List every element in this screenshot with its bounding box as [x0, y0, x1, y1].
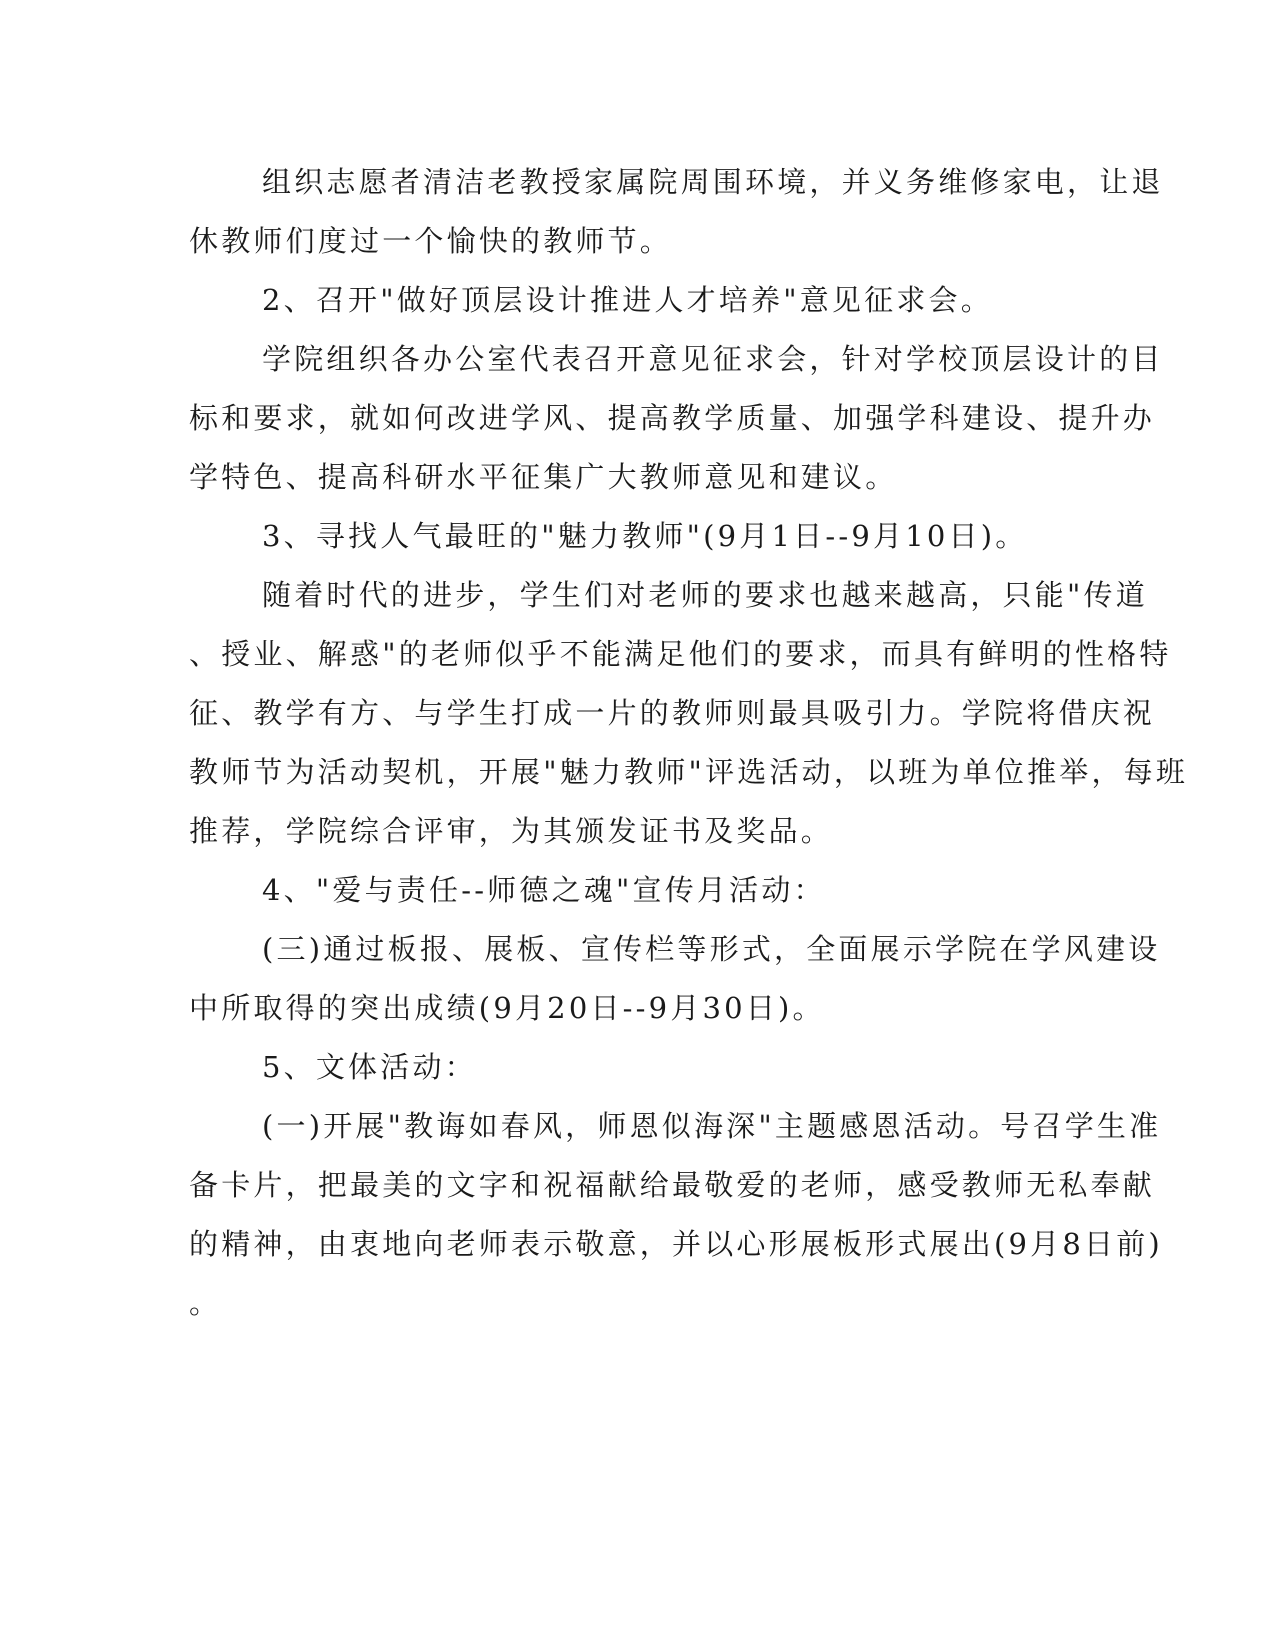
text-line: 备卡片，把最美的文字和祝福献给最敬爱的老师，感受教师无私奉献: [189, 1168, 1156, 1202]
text-line: (一)开展"教诲如春风，师恩似海深"主题感恩活动。号召学生准: [262, 1109, 1162, 1143]
text-line: 征、教学有方、与学生打成一片的教师则最具吸引力。学院将借庆祝: [189, 696, 1156, 730]
text-line: 学院组织各办公室代表召开意见征求会，针对学校顶层设计的目: [262, 342, 1164, 376]
text-line: 标和要求，就如何改进学风、提高教学质量、加强学科建设、提升办: [189, 401, 1156, 435]
text-line: 、授业、解惑"的老师似乎不能满足他们的要求，而具有鲜明的性格特: [189, 637, 1172, 671]
text-line: 教师节为活动契机，开展"魅力教师"评选活动，以班为单位推举，每班: [189, 755, 1189, 789]
section-heading: 5、文体活动：: [262, 1050, 477, 1084]
text-line: 的精神，由衷地向老师表示敬意，并以心形展板形式展出(9月8日前): [189, 1227, 1163, 1261]
text-line: 组织志愿者清洁老教授家属院周围环境，并义务维修家电，让退: [262, 165, 1164, 199]
section-heading: 3、寻找人气最旺的"魅力教师"(9月1日--9月10日)。: [262, 519, 1028, 553]
text-line: 。: [189, 1286, 222, 1320]
section-heading: 4、"爱与责任--师德之魂"宣传月活动：: [262, 873, 826, 907]
text-line: 推荐，学院综合评审，为其颁发证书及奖品。: [189, 814, 834, 848]
text-line: 学特色、提高科研水平征集广大教师意见和建议。: [189, 460, 898, 494]
text-line: (三)通过板报、展板、宣传栏等形式，全面展示学院在学风建设: [262, 932, 1161, 966]
text-line: 随着时代的进步，学生们对老师的要求也越来越高，只能"传道: [262, 578, 1148, 612]
section-heading: 2、召开"做好顶层设计推进人才培养"意见征求会。: [262, 283, 993, 317]
text-line: 休教师们度过一个愉快的教师节。: [189, 224, 673, 258]
text-line: 中所取得的突出成绩(9月20日--9月30日)。: [189, 991, 825, 1025]
